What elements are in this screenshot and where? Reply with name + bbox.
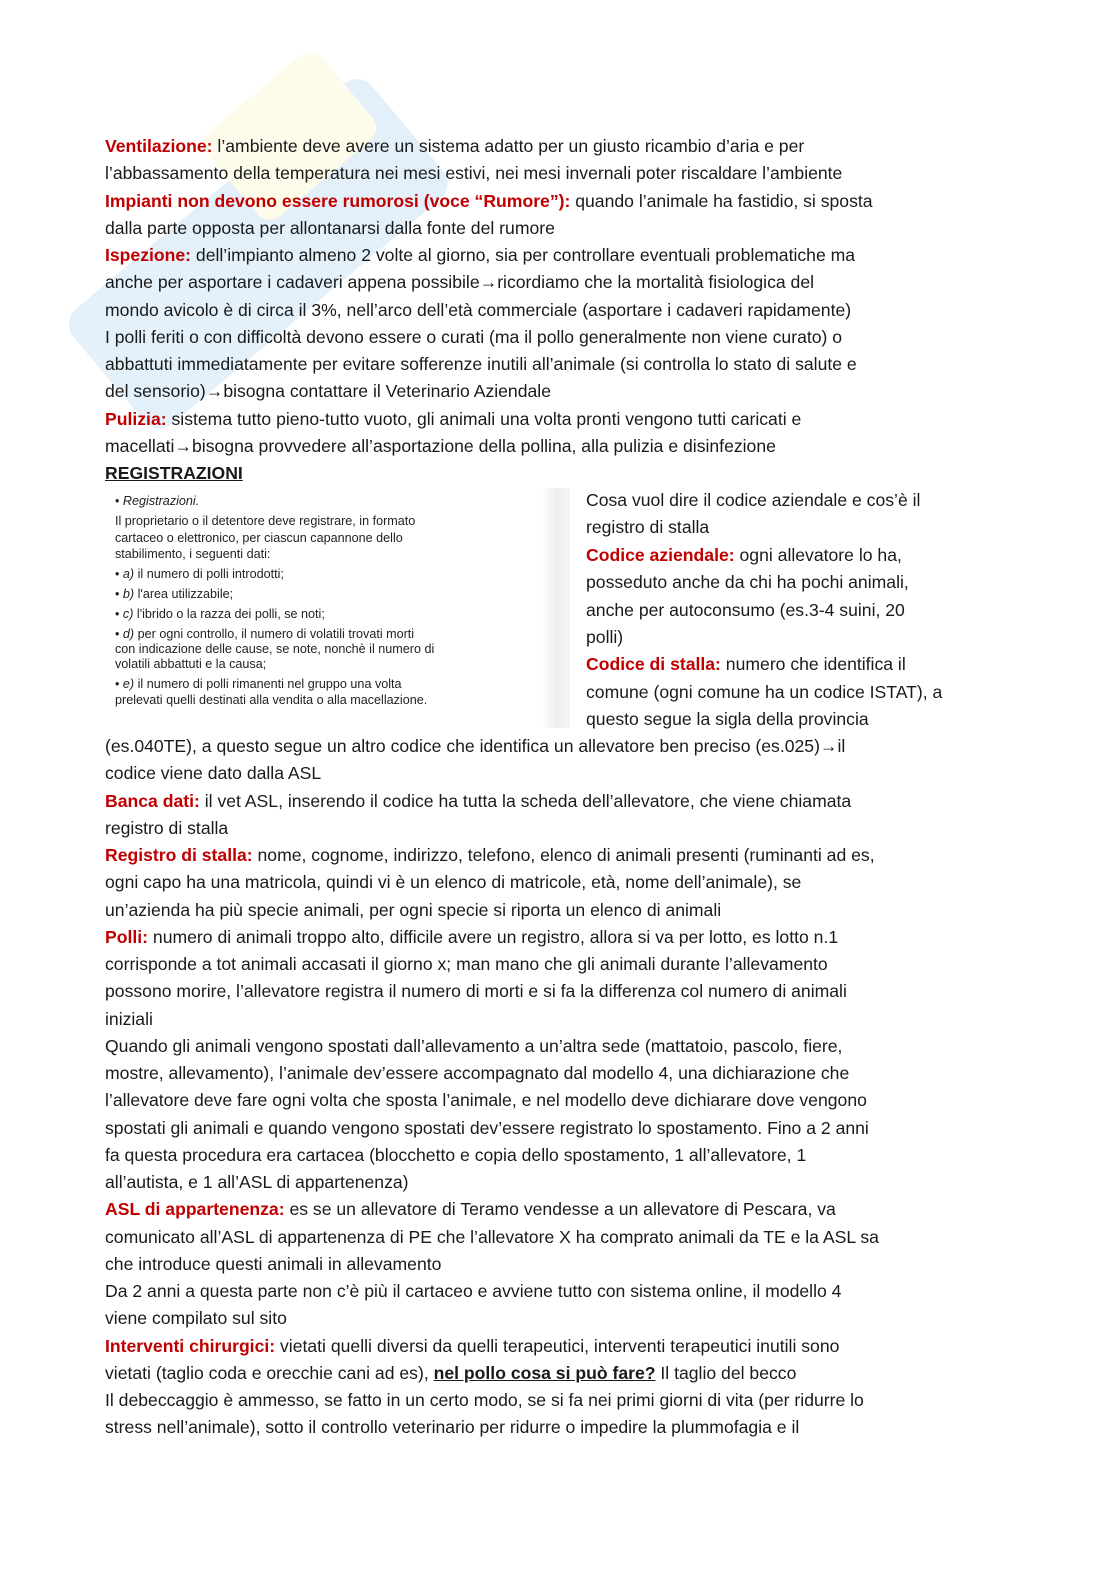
block-top-line xyxy=(105,188,873,215)
block-top-line xyxy=(105,242,855,269)
section-label: Codice di stalla: xyxy=(586,654,721,675)
line-text: dell’impianto almeno 2 volte al giorno, sia per controllare eventuali problematiche ma xyxy=(191,245,856,265)
line-text: nome, cognome, indirizzo, telefono, elenco di animali presenti (ruminanti ad es, xyxy=(252,845,875,865)
block-right-line xyxy=(586,651,906,678)
block-top-line xyxy=(105,433,776,460)
section-label: ASL di appartenenza: xyxy=(105,1199,285,1220)
line-text: il numero di polli introdotti; xyxy=(134,567,284,581)
line-text: • xyxy=(115,677,123,691)
line-text: codice viene dato dalla ASL xyxy=(105,763,322,784)
block-bottom-line xyxy=(105,842,875,869)
line-text: Da 2 anni a questa parte non c’è più il cartaceo e avviene tutto con sistema online, il modello 4 xyxy=(105,1281,842,1301)
line-text: vietati (taglio coda e orecchie cani ad es), xyxy=(105,1362,434,1383)
line-text: l’allevatore deve fare ogni volta che sposta l’animale, e nel modello deve dichiarare dove vengono xyxy=(105,1090,867,1111)
block-bottom-line xyxy=(105,1115,869,1142)
block-bottom-line xyxy=(105,1060,849,1087)
embedded-image-line xyxy=(115,530,403,546)
block-bottom-line xyxy=(105,1006,153,1033)
line-text: ogni capo ha una matricola, quindi vi è un elenco di matricole, età, nome dell’animale), se xyxy=(105,872,802,893)
block-top-line xyxy=(105,269,814,296)
line-text: d) xyxy=(122,627,135,641)
line-text: quando l’animale ha fastidio, si sposta xyxy=(570,190,873,211)
block-bottom-line xyxy=(105,1169,409,1196)
block-bottom-line xyxy=(105,1360,796,1387)
block-bottom-line xyxy=(105,788,851,815)
block-top-line xyxy=(105,378,551,405)
block-bottom-line xyxy=(105,1142,806,1169)
line-text: viene compilato sul sito xyxy=(105,1308,287,1329)
block-bottom-line xyxy=(105,978,847,1005)
block-top-line xyxy=(105,215,555,242)
embedded-image-line xyxy=(115,493,199,509)
section-label: Impianti non devono essere rumorosi (voce “Rumore”): xyxy=(105,190,571,211)
line-text: che introduce questi animali in allevamento xyxy=(105,1253,442,1274)
line-text: stabilimento, i seguenti dati: xyxy=(115,547,271,561)
block-bottom-line xyxy=(105,1387,864,1414)
block-bottom-line xyxy=(105,1333,839,1360)
line-text: registro di stalla xyxy=(105,817,229,838)
line-text: l'ibrido o la razza dei polli, se noti; xyxy=(133,607,325,621)
line-text: • xyxy=(115,627,123,641)
embedded-image-line xyxy=(115,641,434,657)
line-text: ogni allevatore lo ha, xyxy=(734,544,902,565)
block-bottom-line xyxy=(105,1087,867,1114)
line-text: abbattuti immediatamente per evitare sofferenze inutili all’animale (si controlla lo stato di salute e xyxy=(105,354,857,374)
line-text: il vet ASL, inserendo il codice ha tutta la scheda dell’allevatore, che viene chiamata xyxy=(199,790,852,811)
line-text: anche per autoconsumo (es.3-4 suini, 20 xyxy=(586,599,905,620)
block-top-line xyxy=(105,324,842,351)
line-text: comunicato all’ASL di appartenenza di PE che l’allevatore X ha comprato animali da TE e la ASL sa xyxy=(105,1226,879,1247)
line-text: polli) xyxy=(586,627,624,647)
line-text: c) xyxy=(122,607,134,621)
block-top-line xyxy=(105,297,851,324)
line-text: questo segue la sigla della provincia xyxy=(586,709,869,730)
line-text: numero di animali troppo alto, difficile avere un registro, allora si va per lotto, es lotto n.1 xyxy=(148,926,839,947)
embedded-regulation-image xyxy=(105,488,570,728)
section-label: Registro di stalla: xyxy=(105,845,253,865)
block-bottom-line xyxy=(105,1414,799,1441)
line-text: e) xyxy=(122,677,135,691)
block-right-line xyxy=(586,706,869,733)
line-text: macellati→bisogna provvedere all’asportazione della pollina, alla pulizia e disinfezione xyxy=(105,435,776,456)
line-text: a) xyxy=(122,567,135,581)
embedded-image-line xyxy=(115,656,266,672)
block-right-line xyxy=(586,514,709,541)
embedded-image-line xyxy=(115,692,427,708)
line-text: corrisponde a tot animali accasati il giorno x; man mano che gli animali durante l’allevamento xyxy=(105,954,828,974)
block-bottom-line xyxy=(105,1196,836,1223)
block-bottom-line xyxy=(105,760,321,787)
embedded-image-line xyxy=(115,606,325,622)
embedded-image-line xyxy=(115,513,415,529)
line-text: spostati gli animali e quando vengono spostati dev’essere registrato lo spostamento. Fino a 2 anni xyxy=(105,1117,869,1138)
line-text: con indicazione delle cause, se note, nonchè il numero di xyxy=(115,642,435,656)
block-bottom-line xyxy=(105,869,801,896)
line-text: es se un allevatore di Teramo vendesse a un allevatore di Pescara, va xyxy=(284,1199,836,1220)
line-text: all’autista, e 1 all’ASL di appartenenza) xyxy=(105,1172,409,1192)
line-text: mostre, allevamento), l’animale dev’essere accompagnato dal modello 4, una dichiarazione che xyxy=(105,1063,850,1083)
line-text: • xyxy=(115,587,123,601)
line-text: il numero di polli rimanenti nel gruppo una volta xyxy=(134,677,402,691)
underlined-heading: nel pollo cosa si può fare? xyxy=(433,1362,656,1383)
block-bottom-line xyxy=(105,1224,879,1251)
line-text: sistema tutto pieno-tutto vuoto, gli animali una volta pronti vengono tutti caricati e xyxy=(166,408,802,429)
line-text: stress nell’animale), sotto il controllo veterinario per ridurre o impedire la plummofagia e il xyxy=(105,1417,800,1438)
block-bottom-line xyxy=(105,897,721,924)
embedded-image-line xyxy=(115,676,402,692)
line-text: • xyxy=(115,607,123,621)
embedded-image-line xyxy=(115,626,414,642)
section-label: Banca dati: xyxy=(105,790,200,811)
line-text: Cosa vuol dire il codice aziendale e cos’è il xyxy=(586,490,921,510)
line-text: registro di stalla xyxy=(586,517,710,538)
line-text: Il proprietario o il detentore deve registrare, in formato xyxy=(115,514,416,528)
line-text: • xyxy=(115,494,123,508)
line-text: mondo avicolo è di circa il 3%, nell’arco dell’età commerciale (asportare i cadaveri rapidamente) xyxy=(105,299,852,320)
line-text: anche per asportare i cadaveri appena possibile→ricordiamo che la mortalità fisiologica del xyxy=(105,272,815,293)
embedded-image-line xyxy=(115,586,233,602)
line-text: del sensorio)→bisogna contattare il Veterinario Aziendale xyxy=(105,381,551,402)
underlined-heading: REGISTRAZIONI xyxy=(105,463,243,483)
embedded-image-line xyxy=(115,546,270,562)
block-right-line xyxy=(586,624,623,651)
block-bottom-line xyxy=(105,1251,441,1278)
section-label: Ispezione: xyxy=(105,245,192,265)
line-text: prelevati quelli destinati alla vendita o alla macellazione. xyxy=(115,693,428,707)
block-top-line xyxy=(105,460,243,487)
line-text: Il taglio del becco xyxy=(655,1362,797,1383)
line-text: l’abbassamento della temperatura nei mesi estivi, nei mesi invernali poter riscaldare l’ambiente xyxy=(105,163,843,184)
section-label: Pulizia: xyxy=(105,408,167,429)
block-bottom-line xyxy=(105,951,828,978)
line-text: fa questa procedura era cartacea (blocchetto e copia dello spostamento, 1 all’allevatore, 1 xyxy=(105,1144,807,1165)
line-text: iniziali xyxy=(105,1008,153,1029)
line-text: posseduto anche da chi ha pochi animali, xyxy=(586,572,909,593)
line-text: b) xyxy=(122,587,135,601)
line-text: comune (ogni comune ha un codice ISTAT), a xyxy=(586,681,943,702)
line-text: per ogni controllo, il numero di volatili trovati morti xyxy=(134,627,415,641)
block-bottom-line xyxy=(105,733,845,760)
section-label: Ventilazione: xyxy=(105,136,213,156)
line-text: l’ambiente deve avere un sistema adatto per un giusto ricambio d’aria e per xyxy=(212,136,805,156)
line-text: volatili abbattuti e la causa; xyxy=(115,657,267,671)
line-text: • xyxy=(115,567,123,581)
block-top-line xyxy=(105,133,804,160)
line-text: I polli feriti o con difficoltà devono essere o curati (ma il pollo generalmente non viene curato) o xyxy=(105,326,843,347)
block-right-line xyxy=(586,597,905,624)
line-text: vietati quelli diversi da quelli terapeutici, interventi terapeutici inutili sono xyxy=(275,1335,840,1356)
line-text: numero che identifica il xyxy=(720,654,906,675)
line-text: (es.040TE), a questo segue un altro codice che identifica un allevatore ben preciso (es.025)→il xyxy=(105,736,846,756)
section-label: Codice aziendale: xyxy=(586,544,735,565)
line-text: dalla parte opposta per allontanarsi dalla fonte del rumore xyxy=(105,217,555,238)
block-right-line xyxy=(586,569,909,596)
block-bottom-line xyxy=(105,815,228,842)
section-label: Polli: xyxy=(105,926,149,947)
block-bottom-line xyxy=(105,1278,841,1305)
block-bottom-line xyxy=(105,1305,287,1332)
block-right-line xyxy=(586,487,920,514)
line-text: l'area utilizzabile; xyxy=(134,587,234,601)
block-top-line xyxy=(105,406,801,433)
line-text: Il debeccaggio è ammesso, se fatto in un certo modo, se si fa nei primi giorni di vita (per ridurre lo xyxy=(105,1390,864,1410)
line-text: un’azienda ha più specie animali, per ogni specie si riporta un elenco di animali xyxy=(105,899,722,920)
block-bottom-line xyxy=(105,924,838,951)
line-text: cartaceo o elettronico, per ciascun capannone dello xyxy=(115,531,403,545)
block-top-line xyxy=(105,160,842,187)
block-bottom-line xyxy=(105,1033,842,1060)
line-text: possono morire, l’allevatore registra il numero di morti e si fa la differenza col numero di animali xyxy=(105,981,847,1002)
line-text: Registrazioni. xyxy=(122,494,200,508)
block-right-line xyxy=(586,542,902,569)
embedded-image-line xyxy=(115,566,284,582)
block-right-line xyxy=(586,679,942,706)
line-text: Quando gli animali vengono spostati dall’allevamento a un’altra sede (mattatoio, pascolo, fiere, xyxy=(105,1035,843,1056)
section-label: Interventi chirurgici: xyxy=(105,1335,276,1356)
block-top-line xyxy=(105,351,857,378)
